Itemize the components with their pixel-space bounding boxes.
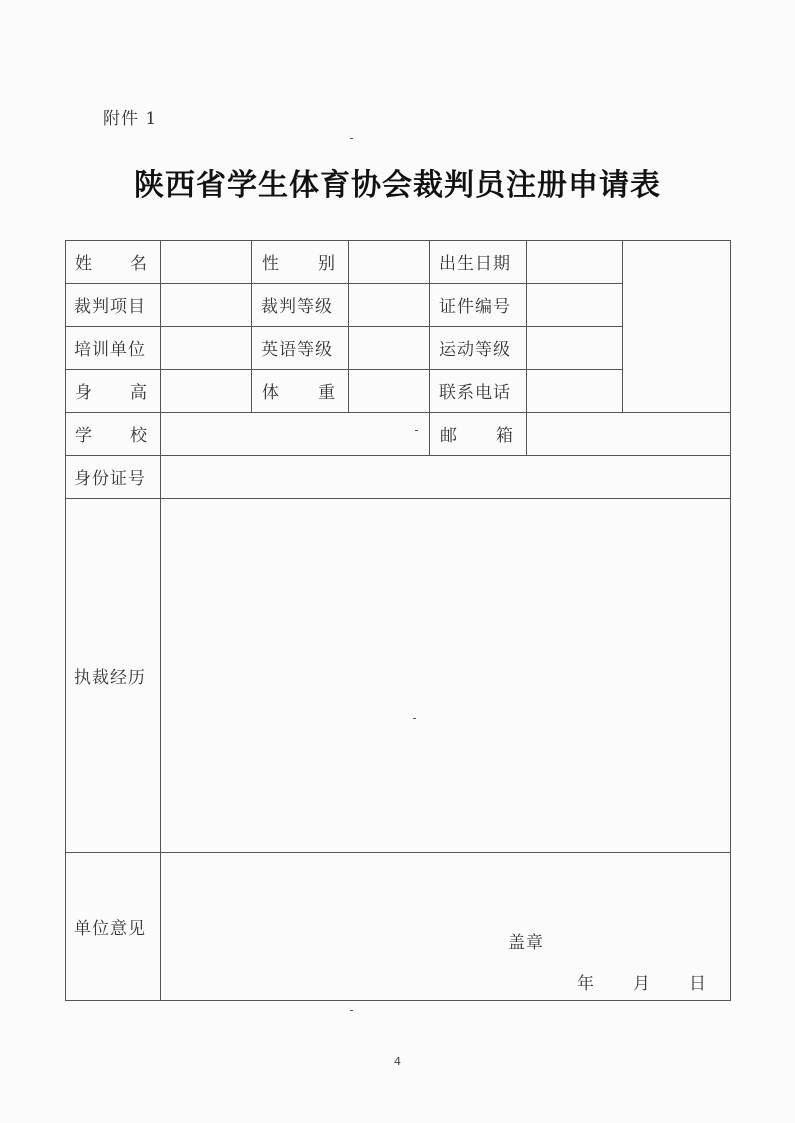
date-year-label: 年	[577, 974, 595, 994]
page-number: 4	[394, 1055, 401, 1068]
seal-label: 盖章	[508, 933, 544, 953]
referee-level-label: 裁判等级	[261, 297, 333, 317]
birth-date-field[interactable]	[527, 240, 622, 283]
registration-form-table	[65, 240, 731, 1001]
phone-label: 联系电话	[439, 383, 511, 403]
athlete-level-field[interactable]	[527, 326, 622, 369]
athlete-level-label: 运动等级	[439, 340, 511, 360]
scan-speck	[350, 1010, 353, 1011]
height-label: 身 高	[75, 383, 148, 403]
school-label: 学 校	[75, 426, 148, 446]
school-field[interactable]	[161, 412, 429, 455]
scan-speck	[350, 138, 353, 139]
phone-field[interactable]	[527, 369, 622, 412]
height-field[interactable]	[161, 369, 251, 412]
attachment-label: 附件 1	[103, 109, 158, 129]
name-field[interactable]	[161, 240, 251, 283]
referee-level-field[interactable]	[349, 283, 429, 326]
training-unit-label: 培训单位	[74, 340, 146, 360]
english-level-label: 英语等级	[261, 340, 333, 360]
id-number-label: 身份证号	[74, 469, 146, 489]
weight-label: 体 重	[262, 383, 336, 403]
photo-box[interactable]	[623, 240, 730, 412]
experience-label: 执裁经历	[74, 668, 146, 688]
email-field[interactable]	[527, 412, 730, 455]
training-unit-field[interactable]	[161, 326, 251, 369]
email-label: 邮 箱	[440, 426, 514, 446]
unit-opinion-label: 单位意见	[74, 919, 146, 939]
form-title: 陕西省学生体育协会裁判员注册申请表	[134, 168, 661, 203]
id-doc-number-field[interactable]	[527, 283, 622, 326]
date-month-label: 月	[633, 974, 651, 994]
scan-speck	[415, 430, 418, 431]
weight-field[interactable]	[349, 369, 429, 412]
date-day-label: 日	[689, 974, 707, 994]
gender-label: 性 别	[262, 254, 336, 274]
experience-field[interactable]	[161, 499, 730, 852]
gender-field[interactable]	[349, 240, 429, 283]
name-label: 姓 名	[75, 254, 148, 274]
referee-event-label: 裁判项目	[74, 297, 146, 317]
scan-speck	[413, 718, 416, 719]
english-level-field[interactable]	[349, 326, 429, 369]
id-number-field[interactable]	[161, 455, 730, 498]
birth-date-label: 出生日期	[439, 254, 511, 274]
id-doc-number-label: 证件编号	[439, 297, 511, 317]
referee-event-field[interactable]	[161, 283, 251, 326]
